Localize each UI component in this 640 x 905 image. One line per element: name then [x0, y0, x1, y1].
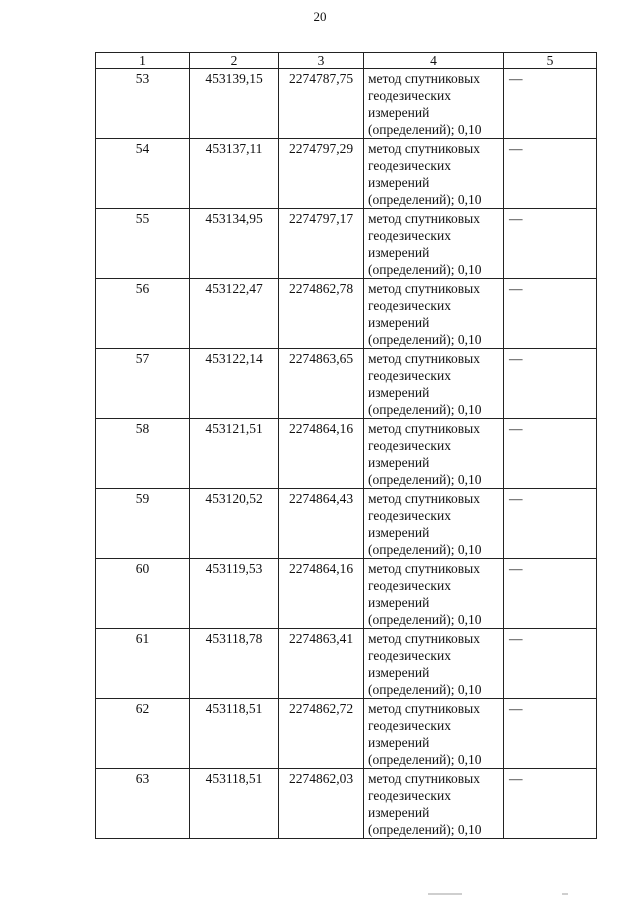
table-row	[96, 699, 597, 769]
method-line: метод спутниковых	[368, 71, 480, 86]
method-cell	[364, 559, 504, 629]
method-line: измерений	[368, 735, 430, 750]
y-coordinate-cell: 2274863,41	[279, 629, 364, 699]
y-coordinate-cell: 2274864,43	[279, 489, 364, 559]
method-line: (определений); 0,10	[368, 542, 482, 557]
x-coordinate-cell: 453139,15	[190, 69, 279, 139]
table-row	[96, 279, 597, 349]
method-line: (определений); 0,10	[368, 612, 482, 627]
x-coordinate-cell: 453134,95	[190, 209, 279, 279]
note-dash: —	[509, 211, 523, 226]
table-row	[96, 629, 597, 699]
method-cell	[364, 349, 504, 419]
method-line: измерений	[368, 595, 430, 610]
note-dash: —	[509, 561, 523, 576]
y-coordinate-cell: 2274864,16	[279, 419, 364, 489]
method-line: геодезических	[368, 788, 451, 803]
x-coordinate-cell: 453118,51	[190, 699, 279, 769]
method-line: геодезических	[368, 228, 451, 243]
method-line: геодезических	[368, 88, 451, 103]
x-coordinate-cell: 453119,53	[190, 559, 279, 629]
method-cell	[364, 489, 504, 559]
method-line: геодезических	[368, 368, 451, 383]
method-line: метод спутниковых	[368, 491, 480, 506]
header-col-2: 2	[190, 53, 279, 69]
method-line: (определений); 0,10	[368, 192, 482, 207]
table-body	[96, 69, 597, 839]
note-dash: —	[509, 701, 523, 716]
note-cell	[504, 279, 597, 349]
method-line: измерений	[368, 175, 430, 190]
note-cell	[504, 209, 597, 279]
table-row	[96, 209, 597, 279]
method-line: геодезических	[368, 158, 451, 173]
x-coordinate-cell: 453121,51	[190, 419, 279, 489]
header-col-4: 4	[364, 53, 504, 69]
note-cell	[504, 349, 597, 419]
point-number-cell: 61	[96, 629, 190, 699]
y-coordinate-cell: 2274787,75	[279, 69, 364, 139]
method-line: (определений); 0,10	[368, 122, 482, 137]
x-coordinate-cell: 453137,11	[190, 139, 279, 209]
point-number-cell: 53	[96, 69, 190, 139]
point-number-cell: 55	[96, 209, 190, 279]
table-row	[96, 559, 597, 629]
header-col-1: 1	[96, 53, 190, 69]
method-cell	[364, 769, 504, 839]
method-line: измерений	[368, 455, 430, 470]
method-line: измерений	[368, 315, 430, 330]
note-cell	[504, 139, 597, 209]
method-line: измерений	[368, 805, 430, 820]
note-cell	[504, 769, 597, 839]
table-row	[96, 349, 597, 419]
x-coordinate-cell: 453120,52	[190, 489, 279, 559]
y-coordinate-cell: 2274797,17	[279, 209, 364, 279]
method-line: геодезических	[368, 438, 451, 453]
y-coordinate-cell: 2274864,16	[279, 559, 364, 629]
method-line: (определений); 0,10	[368, 262, 482, 277]
y-coordinate-cell: 2274862,78	[279, 279, 364, 349]
method-line: измерений	[368, 245, 430, 260]
method-line: измерений	[368, 525, 430, 540]
x-coordinate-cell: 453118,51	[190, 769, 279, 839]
note-dash: —	[509, 771, 523, 786]
method-line: (определений); 0,10	[368, 822, 482, 837]
point-number-cell: 59	[96, 489, 190, 559]
method-line: (определений); 0,10	[368, 752, 482, 767]
point-number-cell: 56	[96, 279, 190, 349]
note-cell	[504, 559, 597, 629]
method-line: геодезических	[368, 718, 451, 733]
method-line: метод спутниковых	[368, 561, 480, 576]
method-cell	[364, 209, 504, 279]
y-coordinate-cell: 2274862,03	[279, 769, 364, 839]
note-dash: —	[509, 351, 523, 366]
x-coordinate-cell: 453122,14	[190, 349, 279, 419]
method-cell	[364, 69, 504, 139]
method-line: метод спутниковых	[368, 631, 480, 646]
method-line: измерений	[368, 105, 430, 120]
method-line: геодезических	[368, 508, 451, 523]
note-cell	[504, 699, 597, 769]
x-coordinate-cell: 453122,47	[190, 279, 279, 349]
header-row	[96, 53, 597, 69]
method-cell	[364, 419, 504, 489]
method-line: метод спутниковых	[368, 771, 480, 786]
note-dash: —	[509, 421, 523, 436]
coordinates-table	[95, 52, 597, 839]
method-line: измерений	[368, 665, 430, 680]
method-line: геодезических	[368, 648, 451, 663]
method-line: метод спутниковых	[368, 281, 480, 296]
note-cell	[504, 69, 597, 139]
x-coordinate-cell: 453118,78	[190, 629, 279, 699]
scan-footer-marks	[420, 893, 600, 897]
method-cell	[364, 279, 504, 349]
method-cell	[364, 629, 504, 699]
note-cell	[504, 489, 597, 559]
method-line: геодезических	[368, 298, 451, 313]
header-col-3: 3	[279, 53, 364, 69]
method-line: (определений); 0,10	[368, 472, 482, 487]
note-dash: —	[509, 631, 523, 646]
y-coordinate-cell: 2274862,72	[279, 699, 364, 769]
note-cell	[504, 419, 597, 489]
page-number: 20	[313, 9, 327, 24]
note-dash: —	[509, 281, 523, 296]
method-cell	[364, 699, 504, 769]
note-dash: —	[509, 71, 523, 86]
table-header	[96, 53, 597, 69]
method-cell	[364, 139, 504, 209]
table-row	[96, 139, 597, 209]
point-number-cell: 58	[96, 419, 190, 489]
table-row	[96, 419, 597, 489]
method-line: (определений); 0,10	[368, 682, 482, 697]
method-line: измерений	[368, 385, 430, 400]
note-dash: —	[509, 491, 523, 506]
table-row	[96, 69, 597, 139]
note-cell	[504, 629, 597, 699]
y-coordinate-cell: 2274863,65	[279, 349, 364, 419]
header-col-5: 5	[504, 53, 597, 69]
point-number-cell: 62	[96, 699, 190, 769]
method-line: метод спутниковых	[368, 351, 480, 366]
method-line: метод спутниковых	[368, 421, 480, 436]
method-line: метод спутниковых	[368, 701, 480, 716]
method-line: (определений); 0,10	[368, 402, 482, 417]
method-line: геодезических	[368, 578, 451, 593]
point-number-cell: 60	[96, 559, 190, 629]
note-dash: —	[509, 141, 523, 156]
point-number-cell: 57	[96, 349, 190, 419]
point-number-cell: 54	[96, 139, 190, 209]
table-row	[96, 489, 597, 559]
method-line: (определений); 0,10	[368, 332, 482, 347]
table-row	[96, 769, 597, 839]
method-line: метод спутниковых	[368, 141, 480, 156]
point-number-cell: 63	[96, 769, 190, 839]
method-line: метод спутниковых	[368, 211, 480, 226]
y-coordinate-cell: 2274797,29	[279, 139, 364, 209]
